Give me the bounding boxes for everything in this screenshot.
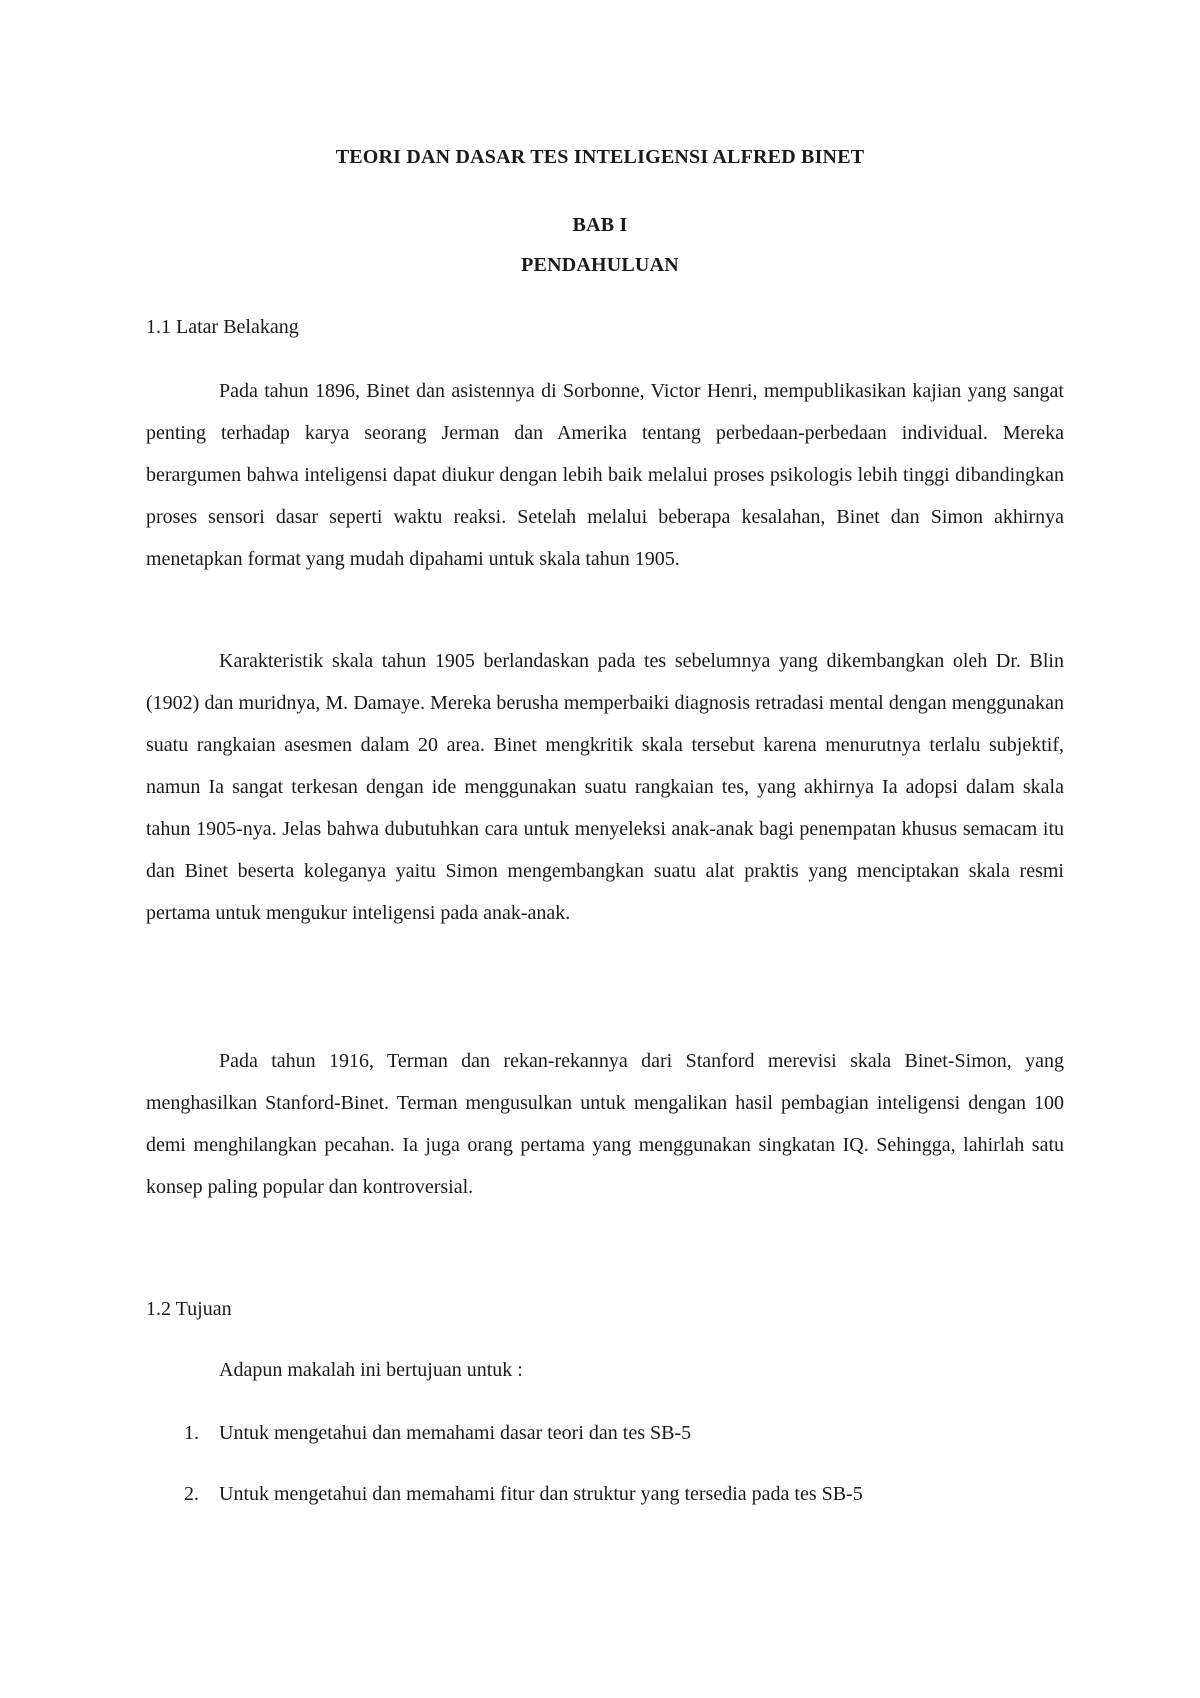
list-item-text: Untuk mengetahui dan memahami dasar teori dan tes SB-5 [219,1422,692,1444]
list-item [146,1422,1064,1483]
chapter-number: BAB I [572,214,628,236]
document-title: TEORI DAN DASAR TES INTELIGENSI ALFRED BINET [335,146,865,168]
tujuan-intro: Adapun makalah ini bertujuan untuk : [219,1359,523,1381]
list-item-number: 2. [184,1483,199,1505]
list-item-text: Untuk mengetahui dan memahami fitur dan struktur yang tersedia pada tes SB-5 [219,1483,863,1505]
paragraph-2: Karakteristik skala tahun 1905 berlandaskan pada tes sebelumnya yang dikembangkan oleh Dr. Blin (1902) dan muridnya, M. Damaye. Mereka berusha memperbaiki diagnosis retradasi mental dengan menggunakan suatu rangkaian asesmen dalam 20 area. Binet mengkritik skala tersebut karena menurutnya terlalu subjektif, namun Ia sangat terkesan dengan ide menggunakan suatu rangkaian tes, yang akhirnya Ia adopsi dalam skala tahun 1905-nya. Jelas bahwa dubutuhkan cara untuk menyeleksi anak-anak bagi penempatan khusus semacam itu dan Binet beserta koleganya yaitu Simon mengembangkan suatu alat praktis yang menciptakan skala resmi pertama untuk mengukur inteligensi pada anak-anak. [146,650,1064,924]
paragraph-1: Pada tahun 1896, Binet dan asistennya di Sorbonne, Victor Henri, mempublikasikan kajian yang sangat penting terhadap karya seorang Jerman dan Amerika tentang perbedaan-perbedaan individual. Mereka berargumen bahwa inteligensi dapat diukur dengan lebih baik melalui proses psikologis lebih tinggi dibandingkan proses sensori dasar seperti waktu reaksi. Setelah melalui beberapa kesalahan, Binet dan Simon akhirnya menetapkan format yang mudah dipahami untuk skala tahun 1905. [146,380,1064,570]
section-heading-tujuan: 1.2 Tujuan [146,1298,232,1320]
list-item-number: 1. [184,1422,199,1444]
chapter-title: PENDAHULUAN [521,254,679,276]
paragraph-3: Pada tahun 1916, Terman dan rekan-rekannya dari Stanford merevisi skala Binet-Simon, yang menghasilkan Stanford-Binet. Terman mengusulkan untuk mengalikan hasil pembagian inteligensi dengan 100 demi menghilangkan pecahan. Ia juga orang pertama yang menggunakan singkatan IQ. Sehingga, lahirlah satu konsep paling popular dan kontroversial. [146,1050,1064,1198]
list-item [146,1483,1064,1544]
section-heading-latar-belakang: 1.1 Latar Belakang [146,316,299,338]
tujuan-list [146,1422,1064,1544]
